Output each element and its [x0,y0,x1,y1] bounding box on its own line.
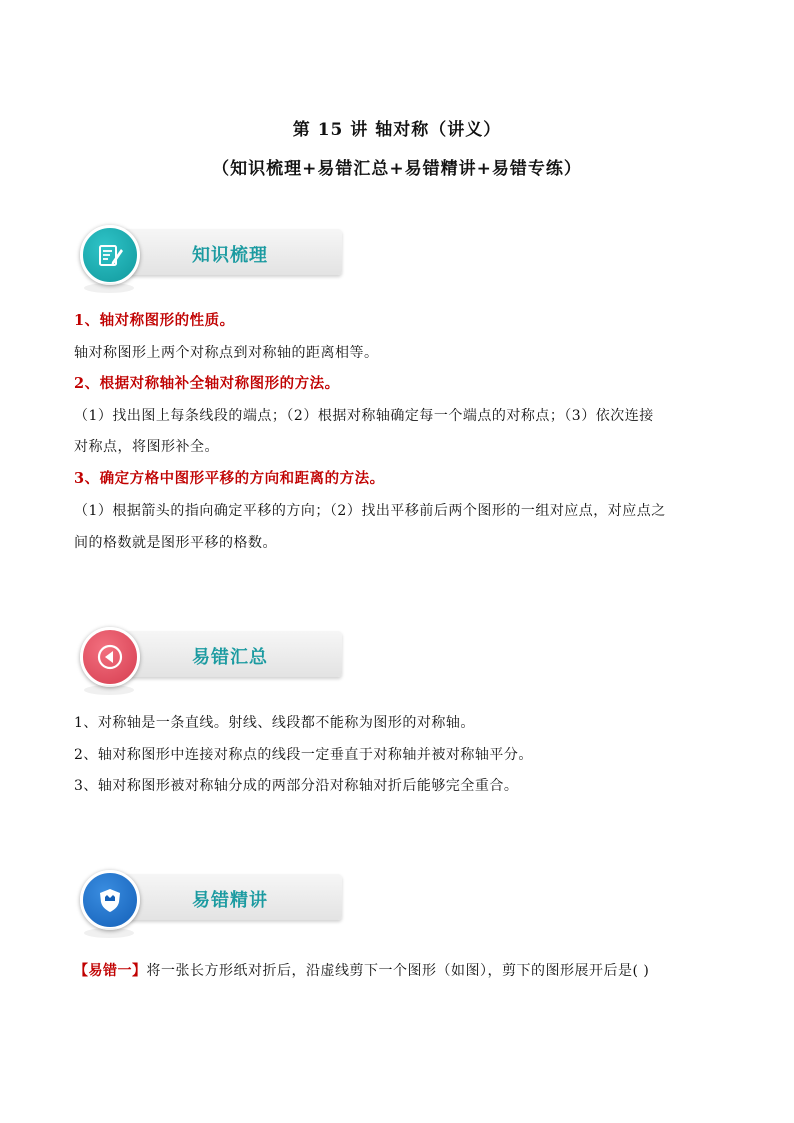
knowledge-body-2-line-2: 对称点，将图形补全。 [74,439,219,455]
question-1 [74,961,734,981]
knowledge-body-1-line-1: 轴对称图形上两个对称点到对称轴的距离相等。 [74,345,379,361]
banner-label: 易错精讲 [192,890,268,911]
page-title: 第 15 讲 轴对称（讲义） [292,120,502,140]
errors-summary-item-3: 3、轴对称图形被对称轴分成的两部分沿对称轴对折后能够完全重合。 [74,778,519,794]
knowledge-heading-3: 3、确定方格中图形平移的方向和距离的方法。 [74,470,385,487]
banner-label: 知识梳理 [192,245,268,266]
knowledge-body-2-line-1: （1）找出图上每条线段的端点；（2）根据对称轴确定每一个端点的对称点；（3）依次连接 [74,408,654,424]
knowledge-body-3-line-2: 间的格数就是图形平移的格数。 [74,535,277,551]
knowledge-body-3-line-1: （1）根据箭头的指向确定平移的方向；（2）找出平移前后两个图形的一组对应点，对应点之 [74,503,666,519]
question-text: 将一张长方形纸对折后，沿虚线剪下一个图形（如图），剪下的图形展开后是( ) [146,963,650,979]
back-arrow-icon [80,627,140,687]
shield-icon [80,870,140,930]
banner-label: 易错汇总 [192,647,268,668]
notepad-pen-icon [80,225,140,285]
section-banner-errors-summary [80,627,352,693]
section-banner-errors-detail [80,870,352,936]
errors-summary-item-2: 2、轴对称图形中连接对称点的线段一定垂直于对称轴并被对称轴平分。 [74,747,533,763]
knowledge-heading-2: 2、根据对称轴补全轴对称图形的方法。 [74,375,340,392]
banner-reflection [84,685,134,695]
banner-reflection [84,928,134,938]
banner-reflection [84,283,134,293]
errors-summary-item-1: 1、对称轴是一条直线。射线、线段都不能称为图形的对称轴。 [74,715,475,731]
question-tag: 【易错一】 [74,963,147,979]
page-subtitle: （知识梳理+易错汇总+易错精讲+易错专练） [212,159,582,179]
section-banner-knowledge [80,225,352,291]
knowledge-heading-1: 1、轴对称图形的性质。 [74,312,235,329]
